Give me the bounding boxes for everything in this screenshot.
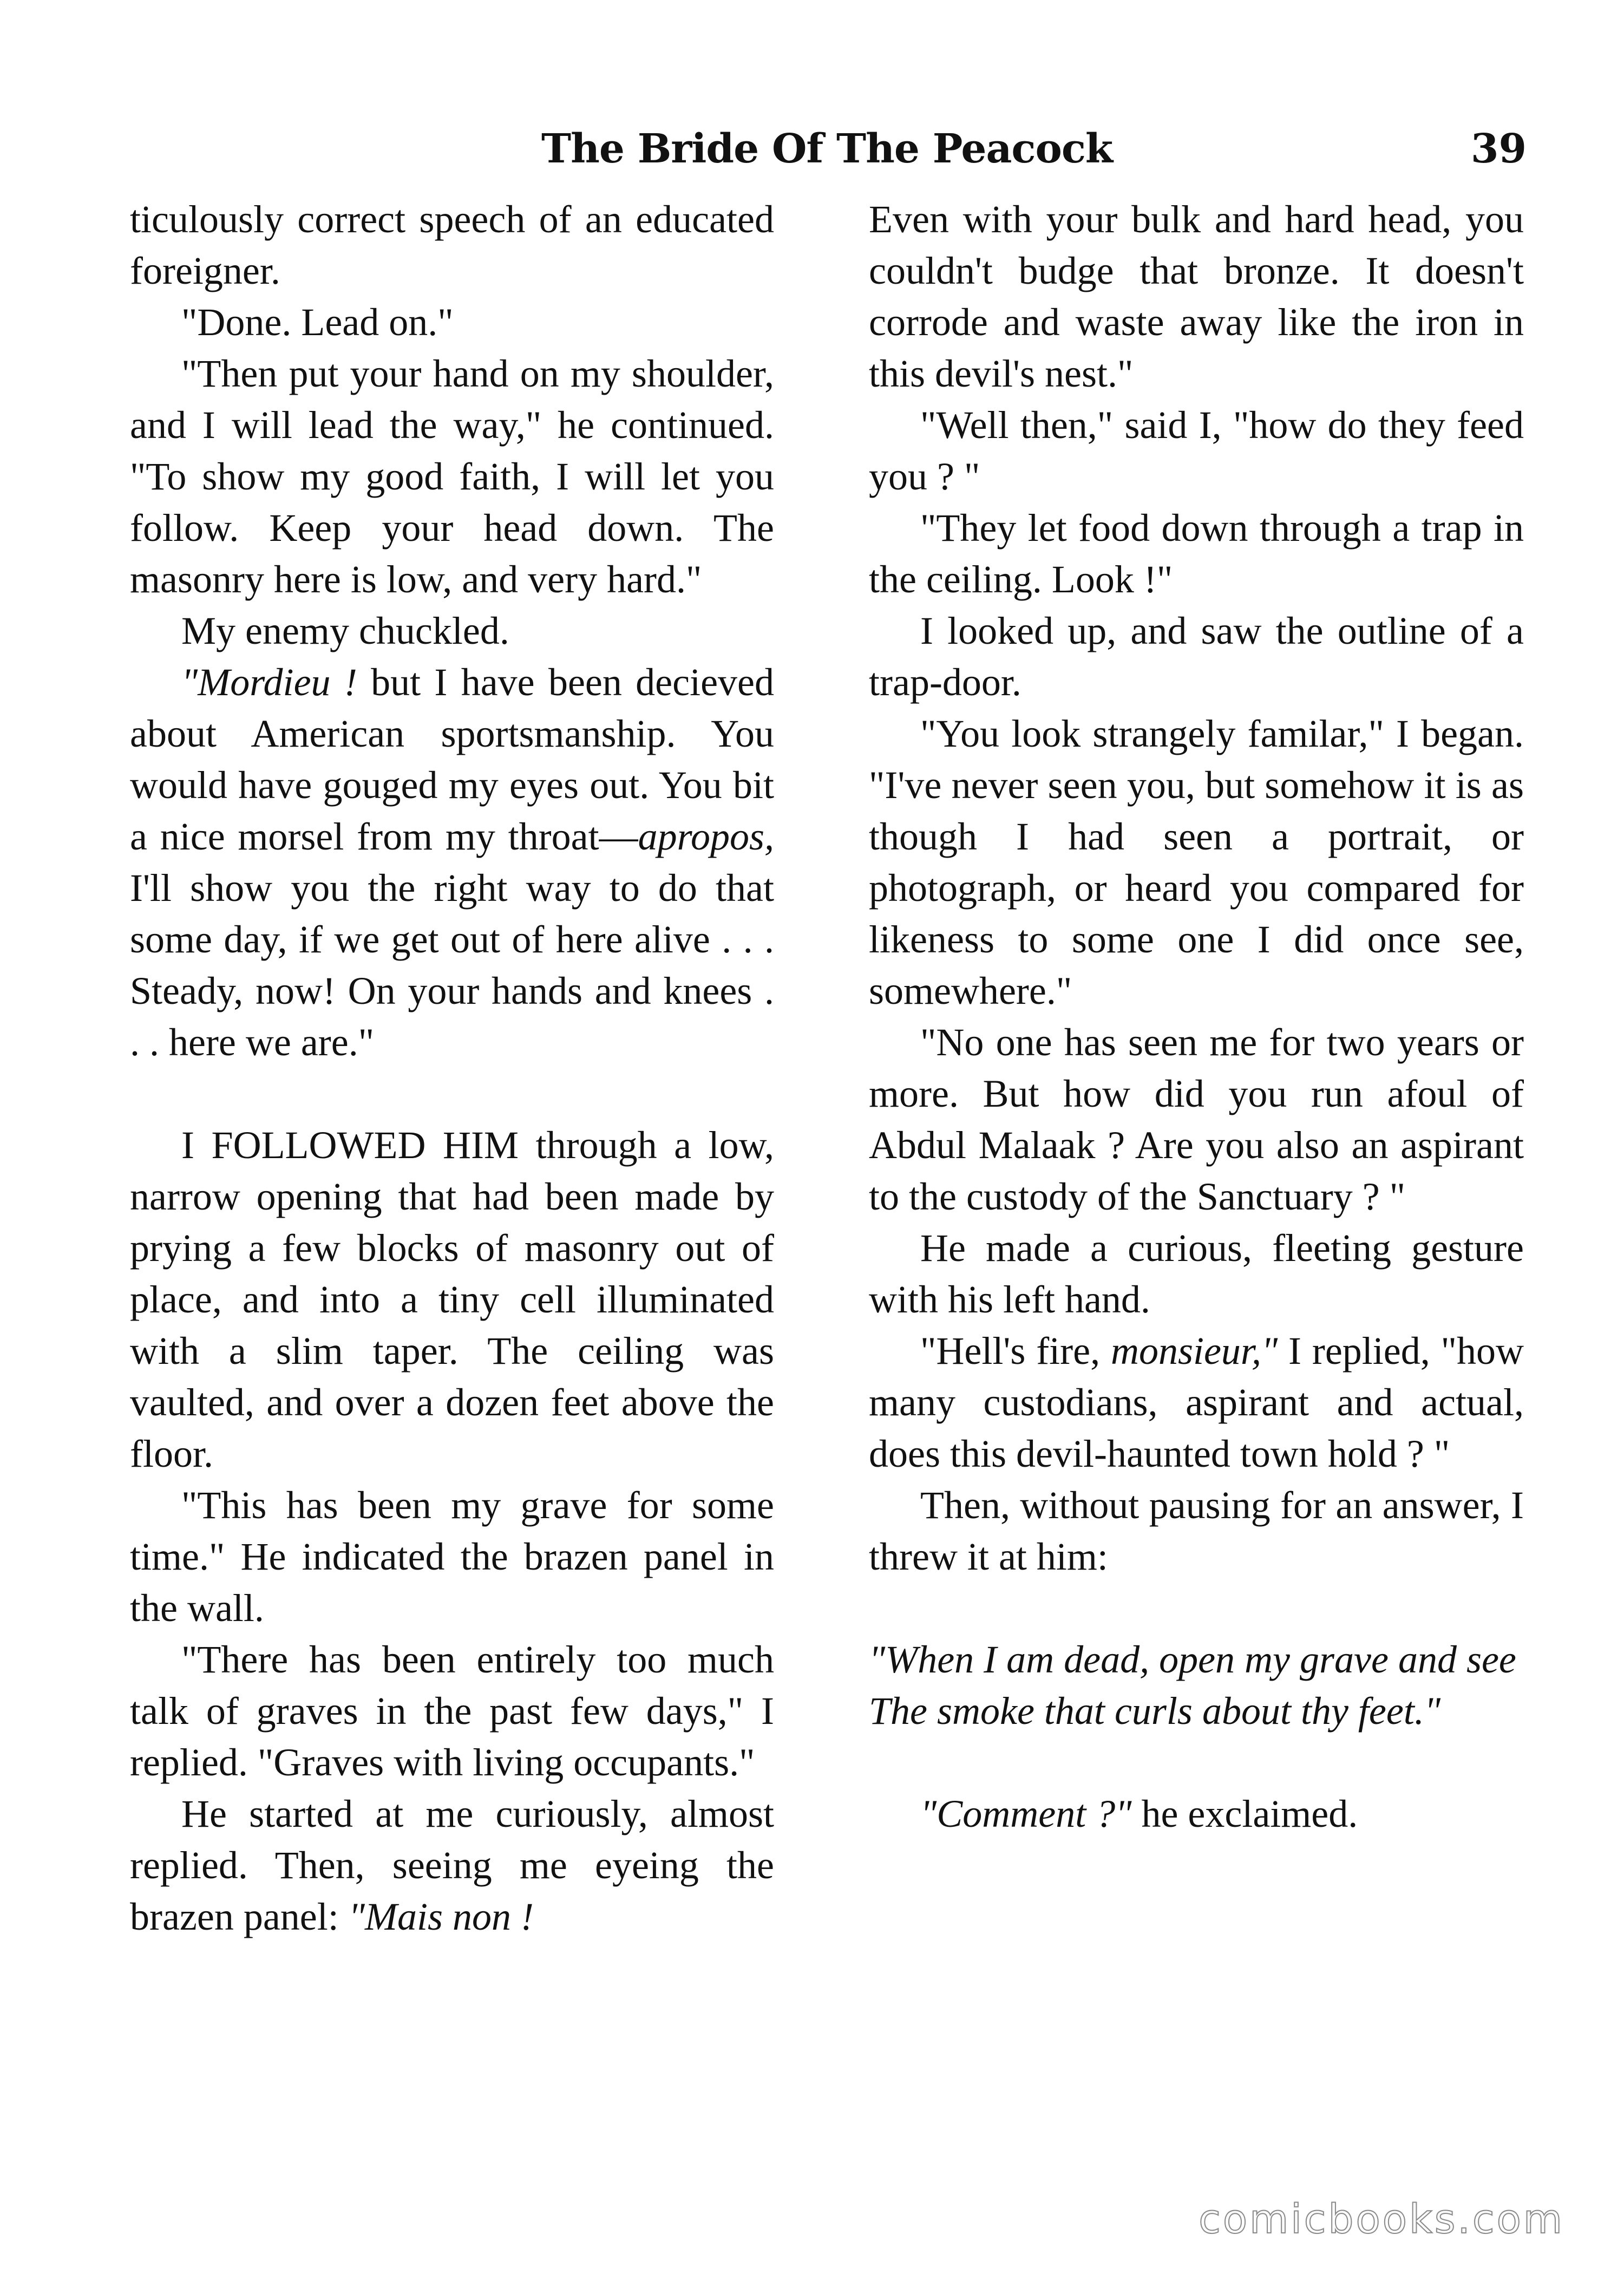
page-header — [130, 126, 1527, 185]
paragraph: "There has been entirely too much talk of graves in the past few days," I replied. "Graves with living occupants." — [130, 1638, 774, 1784]
paragraph-text: I'll show you the right way to do that some day, if we get out of here alive . . . Steady, now! On your hands and knees . . . here we are." — [130, 866, 774, 1064]
paragraph — [130, 657, 774, 1068]
running-title: The Bride Of The Peacock — [541, 126, 1113, 172]
paragraph: Then, without pausing for an answer, I threw it at him: — [869, 1484, 1524, 1578]
page-number: 39 — [1471, 126, 1527, 172]
section-break — [130, 1068, 774, 1120]
italic-text: "Mordieu ! — [181, 661, 357, 704]
paragraph-text: I replied, "how many custodians, aspirant and actual, does this devil-haunted town hold ? " — [869, 1329, 1524, 1475]
stanza-break — [869, 1737, 1524, 1788]
paragraph: I FOLLOWED HIM through a low, narrow opening that had been made by prying a few blocks of masonry out of place, and into a tiny cell illuminated with a slim taper. The ceiling was vaulted, and over a dozen feet above the floor. — [130, 1123, 774, 1475]
paragraph-text: He started at me curiously, almost replied. Then, seeing me eyeing the brazen panel: — [130, 1792, 774, 1938]
poem-line: "When I am dead, open my grave and see — [869, 1638, 1516, 1681]
paragraph: "You look strangely familar," I began. "I've never seen you, but somehow it is as though I had seen a portrait, or photograph, or heard you compared for likeness to some one I did once see, somewhere." — [869, 712, 1524, 1012]
paragraph-text: but I have been decieved about American sportsmanship. You would have gouged my eyes out. You bit a nice morsel from my throat— — [130, 661, 775, 858]
paragraph-text: he exclaimed. — [1131, 1792, 1358, 1835]
paragraph: Even with your bulk and hard head, you couldn't budge that bronze. It doesn't corrode and waste away like the iron in this devil's nest." — [869, 198, 1524, 395]
italic-text: "Comment ?" — [920, 1792, 1132, 1835]
paragraph — [869, 1325, 1524, 1480]
left-column — [130, 194, 774, 1943]
paragraph: "Done. Lead on." — [181, 300, 454, 344]
paragraph: "No one has seen me for two years or more. But how did you run afoul of Abdul Malaak ? Are you also an aspirant to the custody of the Sanctuary ? " — [869, 1021, 1524, 1218]
italic-text: apropos, — [638, 815, 774, 858]
paragraph: I looked up, and saw the outline of a trap-door. — [869, 609, 1524, 704]
stanza-break — [869, 1583, 1524, 1634]
paragraph: "Then put your hand on my shoulder, and I will lead the way," he continued. "To show my good faith, I will let you follow. Keep your head down. The masonry here is low, and very hard." — [130, 352, 774, 601]
poem-line: The smoke that curls about thy feet." — [869, 1689, 1441, 1733]
paragraph: ticulously correct speech of an educated foreigner. — [130, 198, 774, 292]
paragraph: "They let food down through a trap in the ceiling. Look !" — [869, 506, 1524, 601]
paragraph — [130, 1788, 774, 1943]
paragraph — [869, 1788, 1524, 1840]
paragraph: My enemy chuckled. — [181, 609, 509, 652]
italic-text: monsieur," — [1110, 1329, 1278, 1373]
paragraph: "Well then," said I, "how do they feed you ? " — [869, 403, 1524, 498]
italic-text: "Mais non ! — [348, 1895, 534, 1938]
paragraph: "This has been my grave for some time." He indicated the brazen panel in the wall. — [130, 1484, 774, 1630]
right-column — [869, 194, 1524, 1840]
paragraph: He made a curious, fleeting gesture with his left hand. — [869, 1226, 1524, 1321]
watermark: comicbooks.com — [1199, 2196, 1564, 2243]
paragraph-text: "Hell's fire, — [920, 1329, 1111, 1373]
